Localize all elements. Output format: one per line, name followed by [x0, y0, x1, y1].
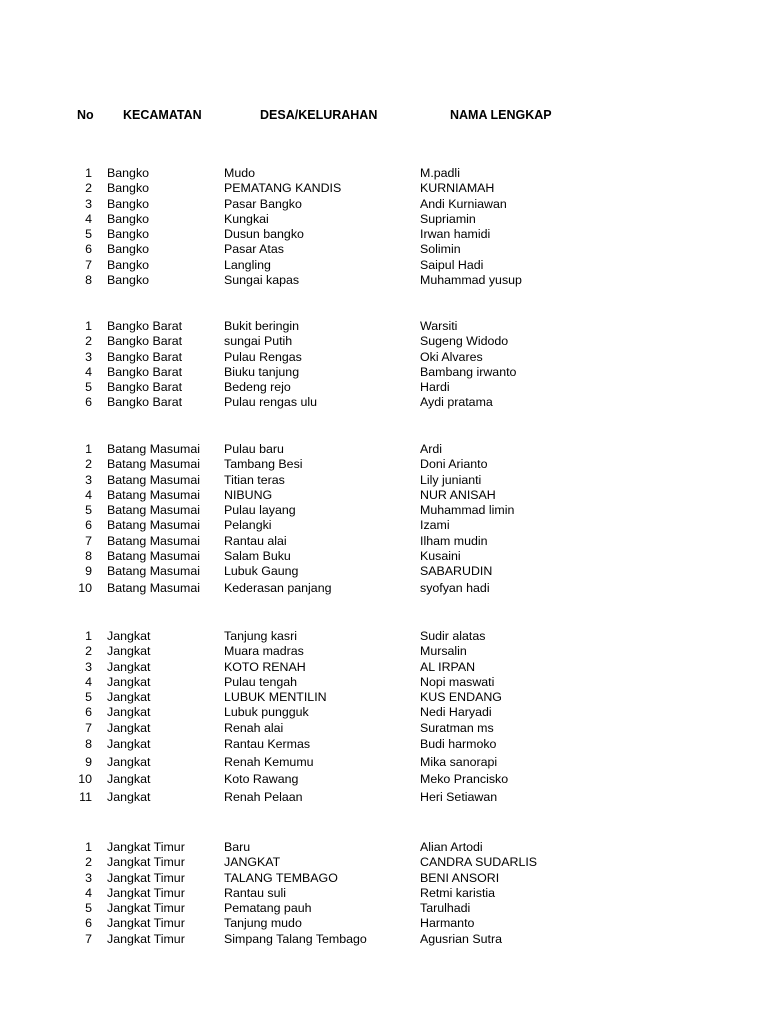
cell-desa-kelurahan: Rantau Kermas — [224, 737, 311, 752]
table-row — [0, 227, 768, 242]
cell-desa-kelurahan: Pematang pauh — [224, 901, 312, 916]
table-row — [0, 473, 768, 488]
cell-nama-lengkap: Saipul Hadi — [420, 257, 484, 272]
cell-kecamatan: Batang Masumai — [107, 472, 200, 487]
cell-nama-lengkap: Agusrian Sutra — [420, 931, 502, 946]
cell-kecamatan: Batang Masumai — [107, 549, 200, 564]
cell-desa-kelurahan: Renah Kemumu — [224, 754, 314, 769]
table-row — [0, 690, 768, 705]
cell-desa-kelurahan: Lubuk Gaung — [224, 564, 299, 579]
cell-no: 8 — [85, 549, 92, 564]
cell-kecamatan: Bangko Barat — [107, 395, 183, 410]
table-row — [0, 629, 768, 644]
cell-kecamatan: Jangkat Timur — [107, 916, 185, 931]
table-row — [0, 901, 768, 916]
cell-nama-lengkap: Mursalin — [420, 644, 467, 659]
cell-desa-kelurahan: Koto Rawang — [224, 772, 299, 787]
cell-kecamatan: Jangkat — [107, 772, 151, 787]
cell-no: 4 — [85, 211, 92, 226]
cell-desa-kelurahan: Pulau rengas ulu — [224, 395, 317, 410]
cell-nama-lengkap: Bambang irwanto — [420, 364, 517, 379]
cell-nama-lengkap: Sudir alatas — [420, 629, 486, 643]
table-row — [0, 644, 768, 659]
cell-no: 1 — [85, 166, 92, 180]
cell-no: 6 — [85, 916, 92, 931]
cell-kecamatan: Bangko — [107, 273, 150, 288]
cell-nama-lengkap: Warsiti — [420, 319, 458, 333]
cell-desa-kelurahan: Pulau baru — [224, 442, 284, 456]
cell-desa-kelurahan: Biuku tanjung — [224, 364, 300, 379]
cell-kecamatan: Jangkat — [107, 737, 151, 752]
cell-kecamatan: Jangkat — [107, 754, 151, 769]
table-row — [0, 840, 768, 855]
cell-desa-kelurahan: JANGKAT — [224, 855, 281, 870]
table-row — [0, 395, 768, 410]
cell-nama-lengkap: Nedi Haryadi — [420, 705, 492, 720]
table-row — [0, 549, 768, 564]
table-row — [0, 273, 768, 288]
cell-no: 10 — [78, 772, 92, 787]
cell-desa-kelurahan: Renah Pelaan — [224, 789, 303, 804]
table-row — [0, 534, 768, 549]
cell-desa-kelurahan: Kederasan panjang — [224, 580, 332, 595]
cell-desa-kelurahan: KOTO RENAH — [224, 659, 306, 674]
table-row — [0, 932, 768, 947]
cell-kecamatan: Jangkat — [107, 690, 151, 705]
cell-no: 7 — [85, 257, 92, 272]
cell-nama-lengkap: Supriamin — [420, 211, 476, 226]
cell-kecamatan: Jangkat — [107, 674, 151, 689]
cell-kecamatan: Jangkat Timur — [107, 885, 185, 900]
cell-kecamatan: Batang Masumai — [107, 518, 200, 533]
cell-desa-kelurahan: Muara madras — [224, 644, 304, 659]
table-row — [0, 721, 768, 736]
cell-kecamatan: Bangko — [107, 227, 150, 242]
cell-nama-lengkap: AL IRPAN — [420, 659, 476, 674]
cell-desa-kelurahan: Pulau Rengas — [224, 349, 302, 364]
table-row — [0, 580, 768, 598]
cell-nama-lengkap: Aydi pratama — [420, 395, 493, 410]
cell-nama-lengkap: SABARUDIN — [420, 564, 493, 579]
table-row — [0, 660, 768, 675]
cell-kecamatan: Batang Masumai — [107, 442, 200, 456]
cell-nama-lengkap: Lily junianti — [420, 472, 482, 487]
table-row — [0, 457, 768, 472]
cell-nama-lengkap: CANDRA SUDARLIS — [420, 855, 538, 870]
cell-desa-kelurahan: Dusun bangko — [224, 227, 304, 242]
cell-no: 1 — [85, 319, 92, 333]
cell-kecamatan: Batang Masumai — [107, 487, 200, 502]
cell-nama-lengkap: Budi harmoko — [420, 737, 497, 752]
cell-kecamatan: Batang Masumai — [107, 580, 200, 595]
cell-desa-kelurahan: Rantau alai — [224, 533, 287, 548]
cell-nama-lengkap: Andi Kurniawan — [420, 196, 507, 211]
cell-kecamatan: Jangkat — [107, 629, 151, 643]
table-group — [0, 166, 768, 288]
cell-kecamatan: Batang Masumai — [107, 503, 200, 518]
table-row — [0, 197, 768, 212]
cell-no: 3 — [85, 870, 92, 885]
table-row — [0, 242, 768, 257]
table-row — [0, 675, 768, 690]
table-row — [0, 350, 768, 365]
cell-no: 5 — [85, 380, 92, 395]
cell-no: 9 — [85, 564, 92, 579]
table-group — [0, 319, 768, 411]
table-row — [0, 488, 768, 503]
cell-no: 2 — [85, 457, 92, 472]
cell-nama-lengkap: Irwan hamidi — [420, 227, 491, 242]
cell-desa-kelurahan: Renah alai — [224, 720, 284, 735]
cell-nama-lengkap: Ardi — [420, 442, 443, 456]
table-group — [0, 442, 768, 597]
cell-desa-kelurahan: Tanjung kasri — [224, 629, 298, 643]
cell-desa-kelurahan: Langling — [224, 257, 271, 272]
cell-desa-kelurahan: Tanjung mudo — [224, 916, 302, 931]
cell-no: 6 — [85, 518, 92, 533]
cell-no: 3 — [85, 196, 92, 211]
cell-kecamatan: Bangko — [107, 196, 150, 211]
cell-no: 8 — [85, 273, 92, 288]
cell-kecamatan: Jangkat Timur — [107, 870, 185, 885]
cell-desa-kelurahan: Mudo — [224, 166, 255, 180]
cell-kecamatan: Jangkat Timur — [107, 931, 185, 946]
cell-no: 4 — [85, 487, 92, 502]
cell-desa-kelurahan: TALANG TEMBAGO — [224, 870, 338, 885]
table-row — [0, 334, 768, 349]
cell-kecamatan: Jangkat — [107, 705, 151, 720]
cell-no: 3 — [85, 659, 92, 674]
cell-desa-kelurahan: Baru — [224, 840, 251, 854]
cell-desa-kelurahan: Salam Buku — [224, 549, 291, 564]
cell-no: 1 — [85, 442, 92, 456]
cell-kecamatan: Jangkat — [107, 720, 151, 735]
cell-no: 2 — [85, 855, 92, 870]
cell-desa-kelurahan: Bedeng rejo — [224, 380, 291, 395]
table-row — [0, 705, 768, 720]
cell-kecamatan: Bangko — [107, 242, 150, 257]
cell-desa-kelurahan: Pelangki — [224, 518, 272, 533]
cell-desa-kelurahan: NIBUNG — [224, 487, 273, 502]
cell-desa-kelurahan: sungai Putih — [224, 334, 293, 349]
cell-desa-kelurahan: Tambang Besi — [224, 457, 303, 472]
cell-desa-kelurahan: Sungai kapas — [224, 273, 300, 288]
cell-kecamatan: Batang Masumai — [107, 457, 200, 472]
table-row — [0, 855, 768, 870]
cell-nama-lengkap: Suratman ms — [420, 720, 494, 735]
table-row — [0, 365, 768, 380]
cell-nama-lengkap: Mika sanorapi — [420, 754, 498, 769]
table-row — [0, 771, 768, 789]
table-row — [0, 871, 768, 886]
cell-kecamatan: Batang Masumai — [107, 564, 200, 579]
cell-nama-lengkap: Sugeng Widodo — [420, 334, 509, 349]
cell-no: 2 — [85, 181, 92, 196]
table-row — [0, 442, 768, 457]
cell-nama-lengkap: Heri Setiawan — [420, 789, 498, 804]
cell-no: 8 — [85, 737, 92, 752]
header-kecamatan: KECAMATAN — [123, 108, 202, 122]
cell-no: 6 — [85, 395, 92, 410]
table-row — [0, 181, 768, 196]
header-desa-kelurahan: DESA/KELURAHAN — [260, 108, 378, 122]
cell-kecamatan: Jangkat — [107, 644, 151, 659]
table-row — [0, 754, 768, 772]
table-row — [0, 886, 768, 901]
cell-kecamatan: Bangko — [107, 257, 150, 272]
cell-nama-lengkap: Oki Alvares — [420, 349, 483, 364]
cell-nama-lengkap: M.padli — [420, 166, 460, 180]
cell-nama-lengkap: Ilham mudin — [420, 533, 488, 548]
table-row — [0, 166, 768, 181]
table-row — [0, 212, 768, 227]
cell-no: 1 — [85, 840, 92, 854]
cell-no: 3 — [85, 472, 92, 487]
cell-kecamatan: Jangkat Timur — [107, 840, 185, 854]
cell-desa-kelurahan: Pulau tengah — [224, 674, 298, 689]
cell-kecamatan: Batang Masumai — [107, 533, 200, 548]
cell-kecamatan: Bangko Barat — [107, 334, 183, 349]
cell-no: 9 — [85, 754, 92, 769]
cell-kecamatan: Bangko — [107, 181, 150, 196]
cell-kecamatan: Bangko Barat — [107, 349, 183, 364]
cell-no: 11 — [79, 789, 92, 804]
cell-no: 4 — [85, 364, 92, 379]
cell-no: 4 — [85, 885, 92, 900]
table-row — [0, 789, 768, 807]
cell-no: 7 — [85, 931, 92, 946]
header-nama-lengkap: NAMA LENGKAP — [450, 108, 552, 122]
cell-kecamatan: Jangkat Timur — [107, 901, 185, 916]
table-row — [0, 564, 768, 579]
cell-no: 6 — [85, 242, 92, 257]
cell-kecamatan: Bangko — [107, 211, 150, 226]
cell-desa-kelurahan: Pulau layang — [224, 503, 296, 518]
cell-kecamatan: Bangko — [107, 166, 150, 180]
cell-nama-lengkap: Tarulhadi — [420, 901, 471, 916]
table-group — [0, 629, 768, 806]
cell-nama-lengkap: Harmanto — [420, 916, 475, 931]
cell-no: 6 — [85, 705, 92, 720]
cell-desa-kelurahan: Titian teras — [224, 472, 285, 487]
cell-kecamatan: Bangko Barat — [107, 319, 183, 333]
cell-nama-lengkap: Muhammad yusup — [420, 273, 522, 288]
cell-desa-kelurahan: Rantau suli — [224, 885, 286, 900]
cell-nama-lengkap: BENI ANSORI — [420, 870, 500, 885]
cell-no: 5 — [85, 690, 92, 705]
cell-no: 1 — [85, 629, 92, 643]
cell-no: 7 — [85, 720, 92, 735]
cell-nama-lengkap: KUS ENDANG — [420, 690, 502, 705]
table-row — [0, 518, 768, 533]
cell-nama-lengkap: Kusaini — [420, 549, 461, 564]
cell-nama-lengkap: Izami — [420, 518, 450, 533]
cell-desa-kelurahan: PEMATANG KANDIS — [224, 181, 342, 196]
cell-kecamatan: Jangkat — [107, 659, 151, 674]
cell-nama-lengkap: Muhammad limin — [420, 503, 515, 518]
cell-nama-lengkap: Doni Arianto — [420, 457, 488, 472]
table-row — [0, 503, 768, 518]
cell-no: 4 — [85, 674, 92, 689]
cell-no: 3 — [85, 349, 92, 364]
cell-nama-lengkap: Solimin — [420, 242, 461, 257]
cell-nama-lengkap: syofyan hadi — [420, 580, 490, 595]
table-row — [0, 380, 768, 395]
cell-desa-kelurahan: LUBUK MENTILIN — [224, 690, 327, 705]
cell-no: 2 — [85, 644, 92, 659]
table-row — [0, 916, 768, 931]
cell-no: 10 — [78, 580, 92, 595]
cell-kecamatan: Bangko Barat — [107, 380, 183, 395]
cell-kecamatan: Bangko Barat — [107, 364, 183, 379]
cell-nama-lengkap: Nopi maswati — [420, 674, 495, 689]
cell-no: 5 — [85, 503, 92, 518]
cell-no: 2 — [85, 334, 92, 349]
cell-nama-lengkap: Hardi — [420, 380, 450, 395]
cell-kecamatan: Jangkat — [107, 789, 151, 804]
cell-desa-kelurahan: Lubuk pungguk — [224, 705, 309, 720]
table-row — [0, 258, 768, 273]
cell-no: 5 — [85, 227, 92, 242]
cell-nama-lengkap: KURNIAMAH — [420, 181, 495, 196]
header-no: No — [77, 108, 94, 122]
cell-nama-lengkap: Meko Prancisko — [420, 772, 509, 787]
cell-no: 7 — [85, 533, 92, 548]
cell-desa-kelurahan: Bukit beringin — [224, 319, 300, 333]
cell-nama-lengkap: NUR ANISAH — [420, 487, 496, 502]
table-group — [0, 840, 768, 947]
cell-nama-lengkap: Retmi karistia — [420, 885, 496, 900]
table-row — [0, 736, 768, 754]
cell-no: 5 — [85, 901, 92, 916]
cell-kecamatan: Jangkat Timur — [107, 855, 185, 870]
cell-nama-lengkap: Alian Artodi — [420, 840, 483, 854]
table-row — [0, 319, 768, 334]
cell-desa-kelurahan: Kungkai — [224, 211, 269, 226]
cell-desa-kelurahan: Pasar Atas — [224, 242, 284, 257]
cell-desa-kelurahan: Pasar Bangko — [224, 196, 302, 211]
cell-desa-kelurahan: Simpang Talang Tembago — [224, 931, 367, 946]
